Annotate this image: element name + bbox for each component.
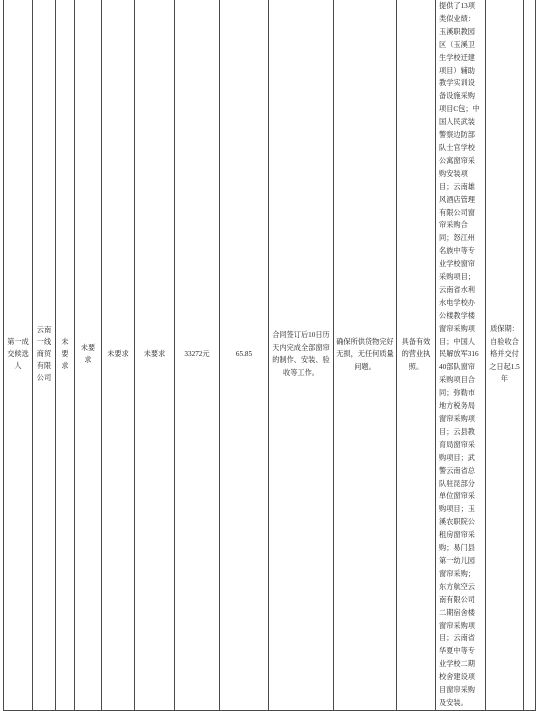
performance-cell: 提供了13项类似业绩：玉溪职教园区（玉溪卫生学校迁建项目）辅助教学实训设备设施采购项目C包；中国人民武装警察边防部队士官学校公寓窗帘采购安装项目；云南雄风酒店管理有限公司窗帘采购合同；怒江州名族中等专业学校窗帘采购项目；云南省水利水电学校办公楼教学楼窗帘采购项目；中国人民解放军31640部队窗帘采购项目合同；弥勒市地方税务局窗帘采购项目；云县教育局窗帘采购项目；武警云南省总队驻昆部分单位窗帘采购项目；玉溪农职院公租房窗帘采购；易门县第一幼儿园窗帘采购；东方航空云南有限公司二期宿舍楼窗帘采购项目；云南省华夏中等专业学校二期校舍建设项目窗帘采购及安装。 xyxy=(436,0,486,710)
bid-price-cell: 33272元 xyxy=(175,0,220,710)
company-name-cell: 云南一线商贸有限公司 xyxy=(33,0,56,710)
candidate-rank-cell: 第一成交候选人 xyxy=(4,0,33,710)
warranty-cell: 质保期：自验收合格并交付之日起1.5年 xyxy=(486,0,524,710)
quality-cell: 确保所供货物完好无损，无任何质量问题。 xyxy=(334,0,397,710)
delivery-term-cell: 合同签订后10日历天内完成全部窗帘的制作、安装、验收等工作。 xyxy=(269,0,334,710)
requirement-cell-2: 未要求 xyxy=(75,0,102,710)
bid-result-table xyxy=(3,0,536,711)
license-cell: 具备有效的营业执照。 xyxy=(397,0,436,710)
empty-cell xyxy=(524,0,536,710)
requirement-cell-4: 未要求 xyxy=(135,0,175,710)
requirement-cell-3: 未要求 xyxy=(102,0,135,710)
table-row xyxy=(4,0,536,710)
score-cell: 65.85 xyxy=(220,0,269,710)
requirement-cell-1: 未要求 xyxy=(56,0,75,710)
